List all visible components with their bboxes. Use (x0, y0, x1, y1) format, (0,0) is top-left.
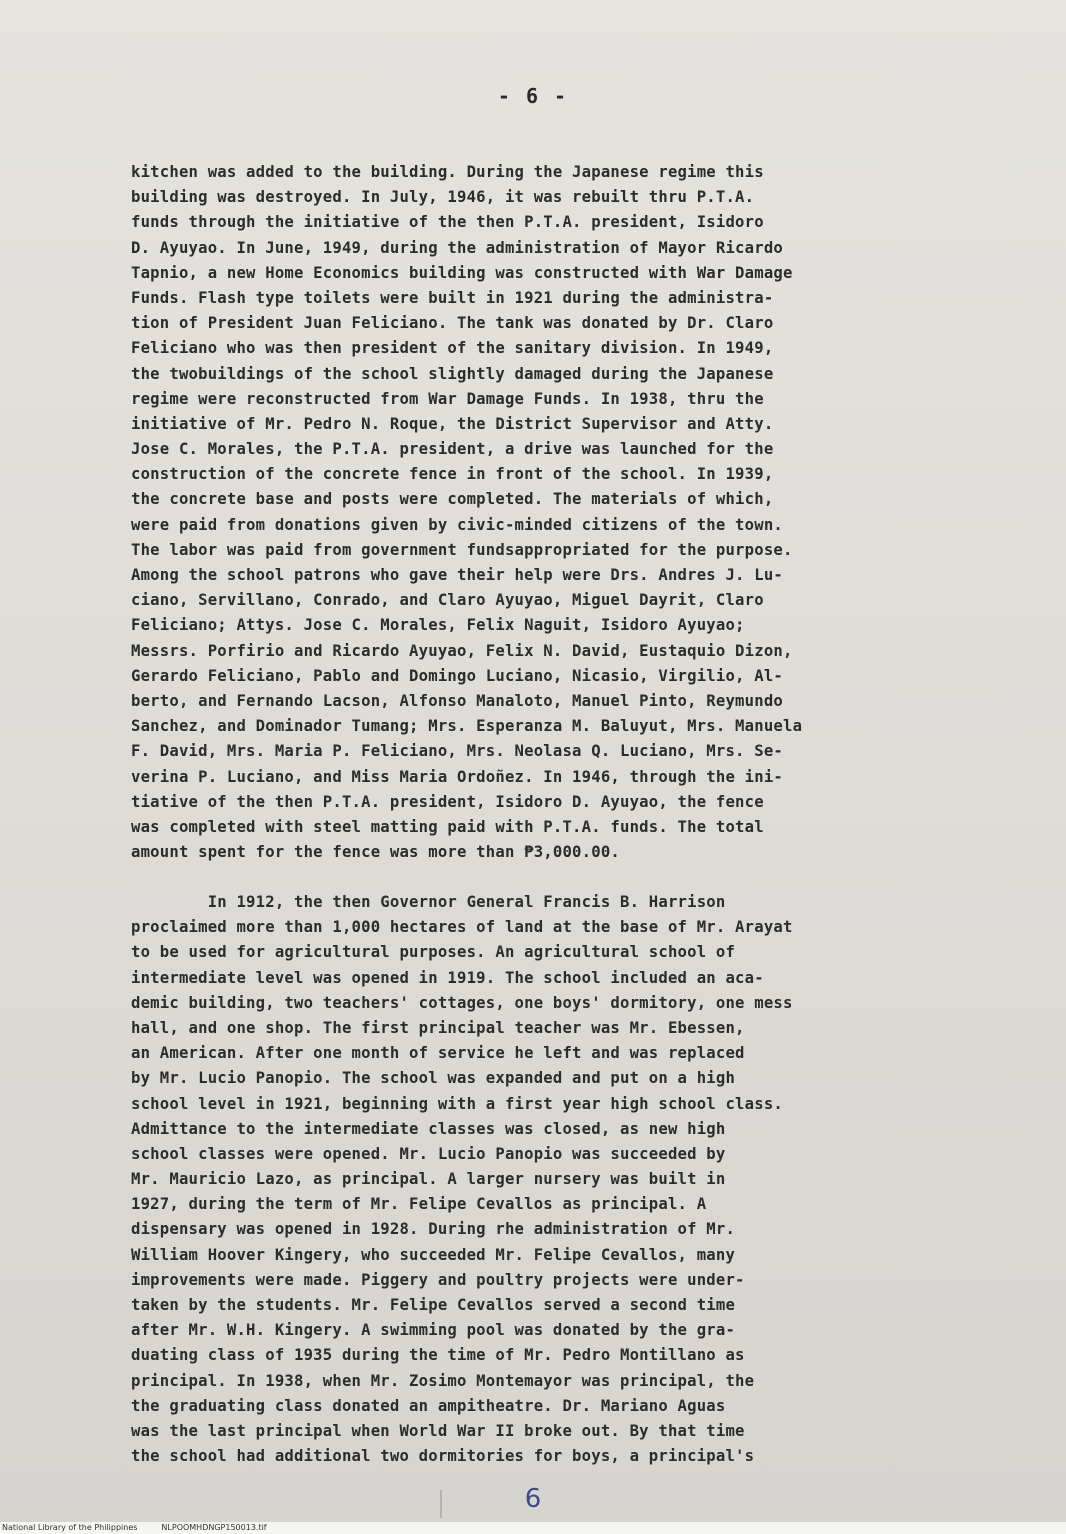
text-line: Admittance to the intermediate classes was closed, as new high (131, 1119, 726, 1138)
text-line: by Mr. Lucio Panopio. The school was expanded and put on a high (131, 1069, 736, 1088)
text-line: demic building, two teachers' cottages, one boys' dormitory, one mess (131, 993, 793, 1012)
page-number-header: - 6 - (497, 84, 569, 108)
paragraph-2 (131, 890, 981, 1469)
text-line: verina P. Luciano, and Miss Maria Ordoñez. In 1946, through the ini- (131, 767, 783, 786)
text-line: an American. After one month of service he left and was replaced (131, 1044, 745, 1063)
text-line: Feliciano who was then president of the sanitary division. In 1949, (131, 339, 774, 358)
text-line: tion of President Juan Feliciano. The tank was donated by Dr. Claro (131, 314, 774, 333)
text-line: Among the school patrons who gave their help were Drs. Andres J. Lu- (131, 566, 783, 584)
footer-filename: NLPOOMHDNGP150013.tif (161, 1523, 267, 1532)
text-line: taken by the students. Mr. Felipe Cevallos served a second time (131, 1296, 736, 1314)
handwritten-page-number: 6 (524, 1484, 542, 1514)
footer-library: National Library of the Philippines (2, 1523, 138, 1532)
text-line: Messrs. Porfirio and Ricardo Ayuyao, Felix N. David, Eustaquio Dizon, (131, 641, 793, 660)
text-line: amount spent for the fence was more than ₱3,000.00. (131, 843, 620, 862)
text-line: proclaimed more than 1,000 hectares of land at the base of Mr. Arayat (131, 918, 793, 937)
text-line: Gerardo Feliciano, Pablo and Domingo Luciano, Nicasio, Virgilio, Al- (131, 666, 783, 685)
text-line: Sanchez, and Dominador Tumang; Mrs. Esperanza M. Baluyut, Mrs. Manuela (131, 717, 803, 736)
text-line: the school had additional two dormitories for boys, a principal's (131, 1447, 755, 1466)
text-line: building was destroyed. In July, 1946, it was rebuilt thru P.T.A. (131, 188, 755, 207)
text-line: duating class of 1935 during the time of Mr. Pedro Montillano as (131, 1346, 745, 1365)
text-line: the graduating class donated an ampitheatre. Dr. Mariano Aguas (131, 1396, 726, 1415)
text-line: school classes were opened. Mr. Lucio Panopio was succeeded by (131, 1144, 726, 1163)
text-line: tiative of the then P.T.A. president, Isidoro D. Ayuyao, the fence (131, 792, 764, 811)
text-line: kitchen was added to the building. During the Japanese regime this (131, 163, 764, 181)
text-line: Jose C. Morales, the P.T.A. president, a drive was launched for the (131, 440, 774, 459)
text-line: F. David, Mrs. Maria P. Feliciano, Mrs. Neolasa Q. Luciano, Mrs. Se- (131, 742, 783, 761)
text-line: school level in 1921, beginning with a first year high school class. (131, 1094, 783, 1113)
text-line: Funds. Flash type toilets were built in 1921 during the administra- (131, 288, 774, 307)
paragraph-1 (131, 160, 981, 865)
text-line: D. Ayuyao. In June, 1949, during the administration of Mayor Ricardo (131, 238, 783, 257)
text-line: In 1912, the then Governor General Francis B. Harrison (131, 893, 726, 911)
text-line: initiative of Mr. Pedro N. Roque, the District Supervisor and Atty. (131, 414, 774, 433)
text-line: regime were reconstructed from War Damage Funds. In 1938, thru the (131, 389, 764, 408)
text-line: ciano, Servillano, Conrado, and Claro Ayuyao, Miguel Dayrit, Claro (131, 591, 764, 610)
text-line: funds through the initiative of the then P.T.A. president, Isidoro (131, 213, 764, 232)
text-line: intermediate level was opened in 1919. The school included an aca- (131, 968, 764, 987)
text-line: dispensary was opened in 1928. During rhe administration of Mr. (131, 1220, 736, 1239)
text-line: The labor was paid from government fundsappropriated for the purpose. (131, 540, 793, 559)
text-line: was completed with steel matting paid with P.T.A. funds. The total (131, 817, 764, 836)
text-line: to be used for agricultural purposes. An agricultural school of (131, 943, 736, 962)
text-line: the concrete base and posts were completed. The materials of which, (131, 490, 774, 509)
text-line: after Mr. W.H. Kingery. A swimming pool was donated by the gra- (131, 1321, 736, 1340)
scan-footer (0, 1522, 1066, 1534)
text-line: Feliciano; Attys. Jose C. Morales, Felix Naguit, Isidoro Ayuyao; (131, 616, 745, 635)
text-line: construction of the concrete fence in front of the school. In 1939, (131, 465, 774, 484)
text-line: were paid from donations given by civic-minded citizens of the town. (131, 515, 783, 534)
text-line: the twobuildings of the school slightly damaged during the Japanese (131, 364, 774, 383)
text-line: Tapnio, a new Home Economics building was constructed with War Damage (131, 263, 793, 282)
text-line: hall, and one shop. The first principal teacher was Mr. Ebessen, (131, 1018, 745, 1037)
text-line: Mr. Mauricio Lazo, as principal. A larger nursery was built in (131, 1170, 726, 1189)
text-line: 1927, during the term of Mr. Felipe Cevallos as principal. A (131, 1195, 707, 1214)
text-line: was the last principal when World War II broke out. By that time (131, 1421, 745, 1440)
text-line: principal. In 1938, when Mr. Zosimo Montemayor was principal, the (131, 1371, 755, 1390)
text-line: berto, and Fernando Lacson, Alfonso Manaloto, Manuel Pinto, Reymundo (131, 691, 783, 710)
text-line: improvements were made. Piggery and poultry projects were under- (131, 1270, 745, 1289)
text-line: William Hoover Kingery, who succeeded Mr. Felipe Cevallos, many (131, 1245, 736, 1264)
